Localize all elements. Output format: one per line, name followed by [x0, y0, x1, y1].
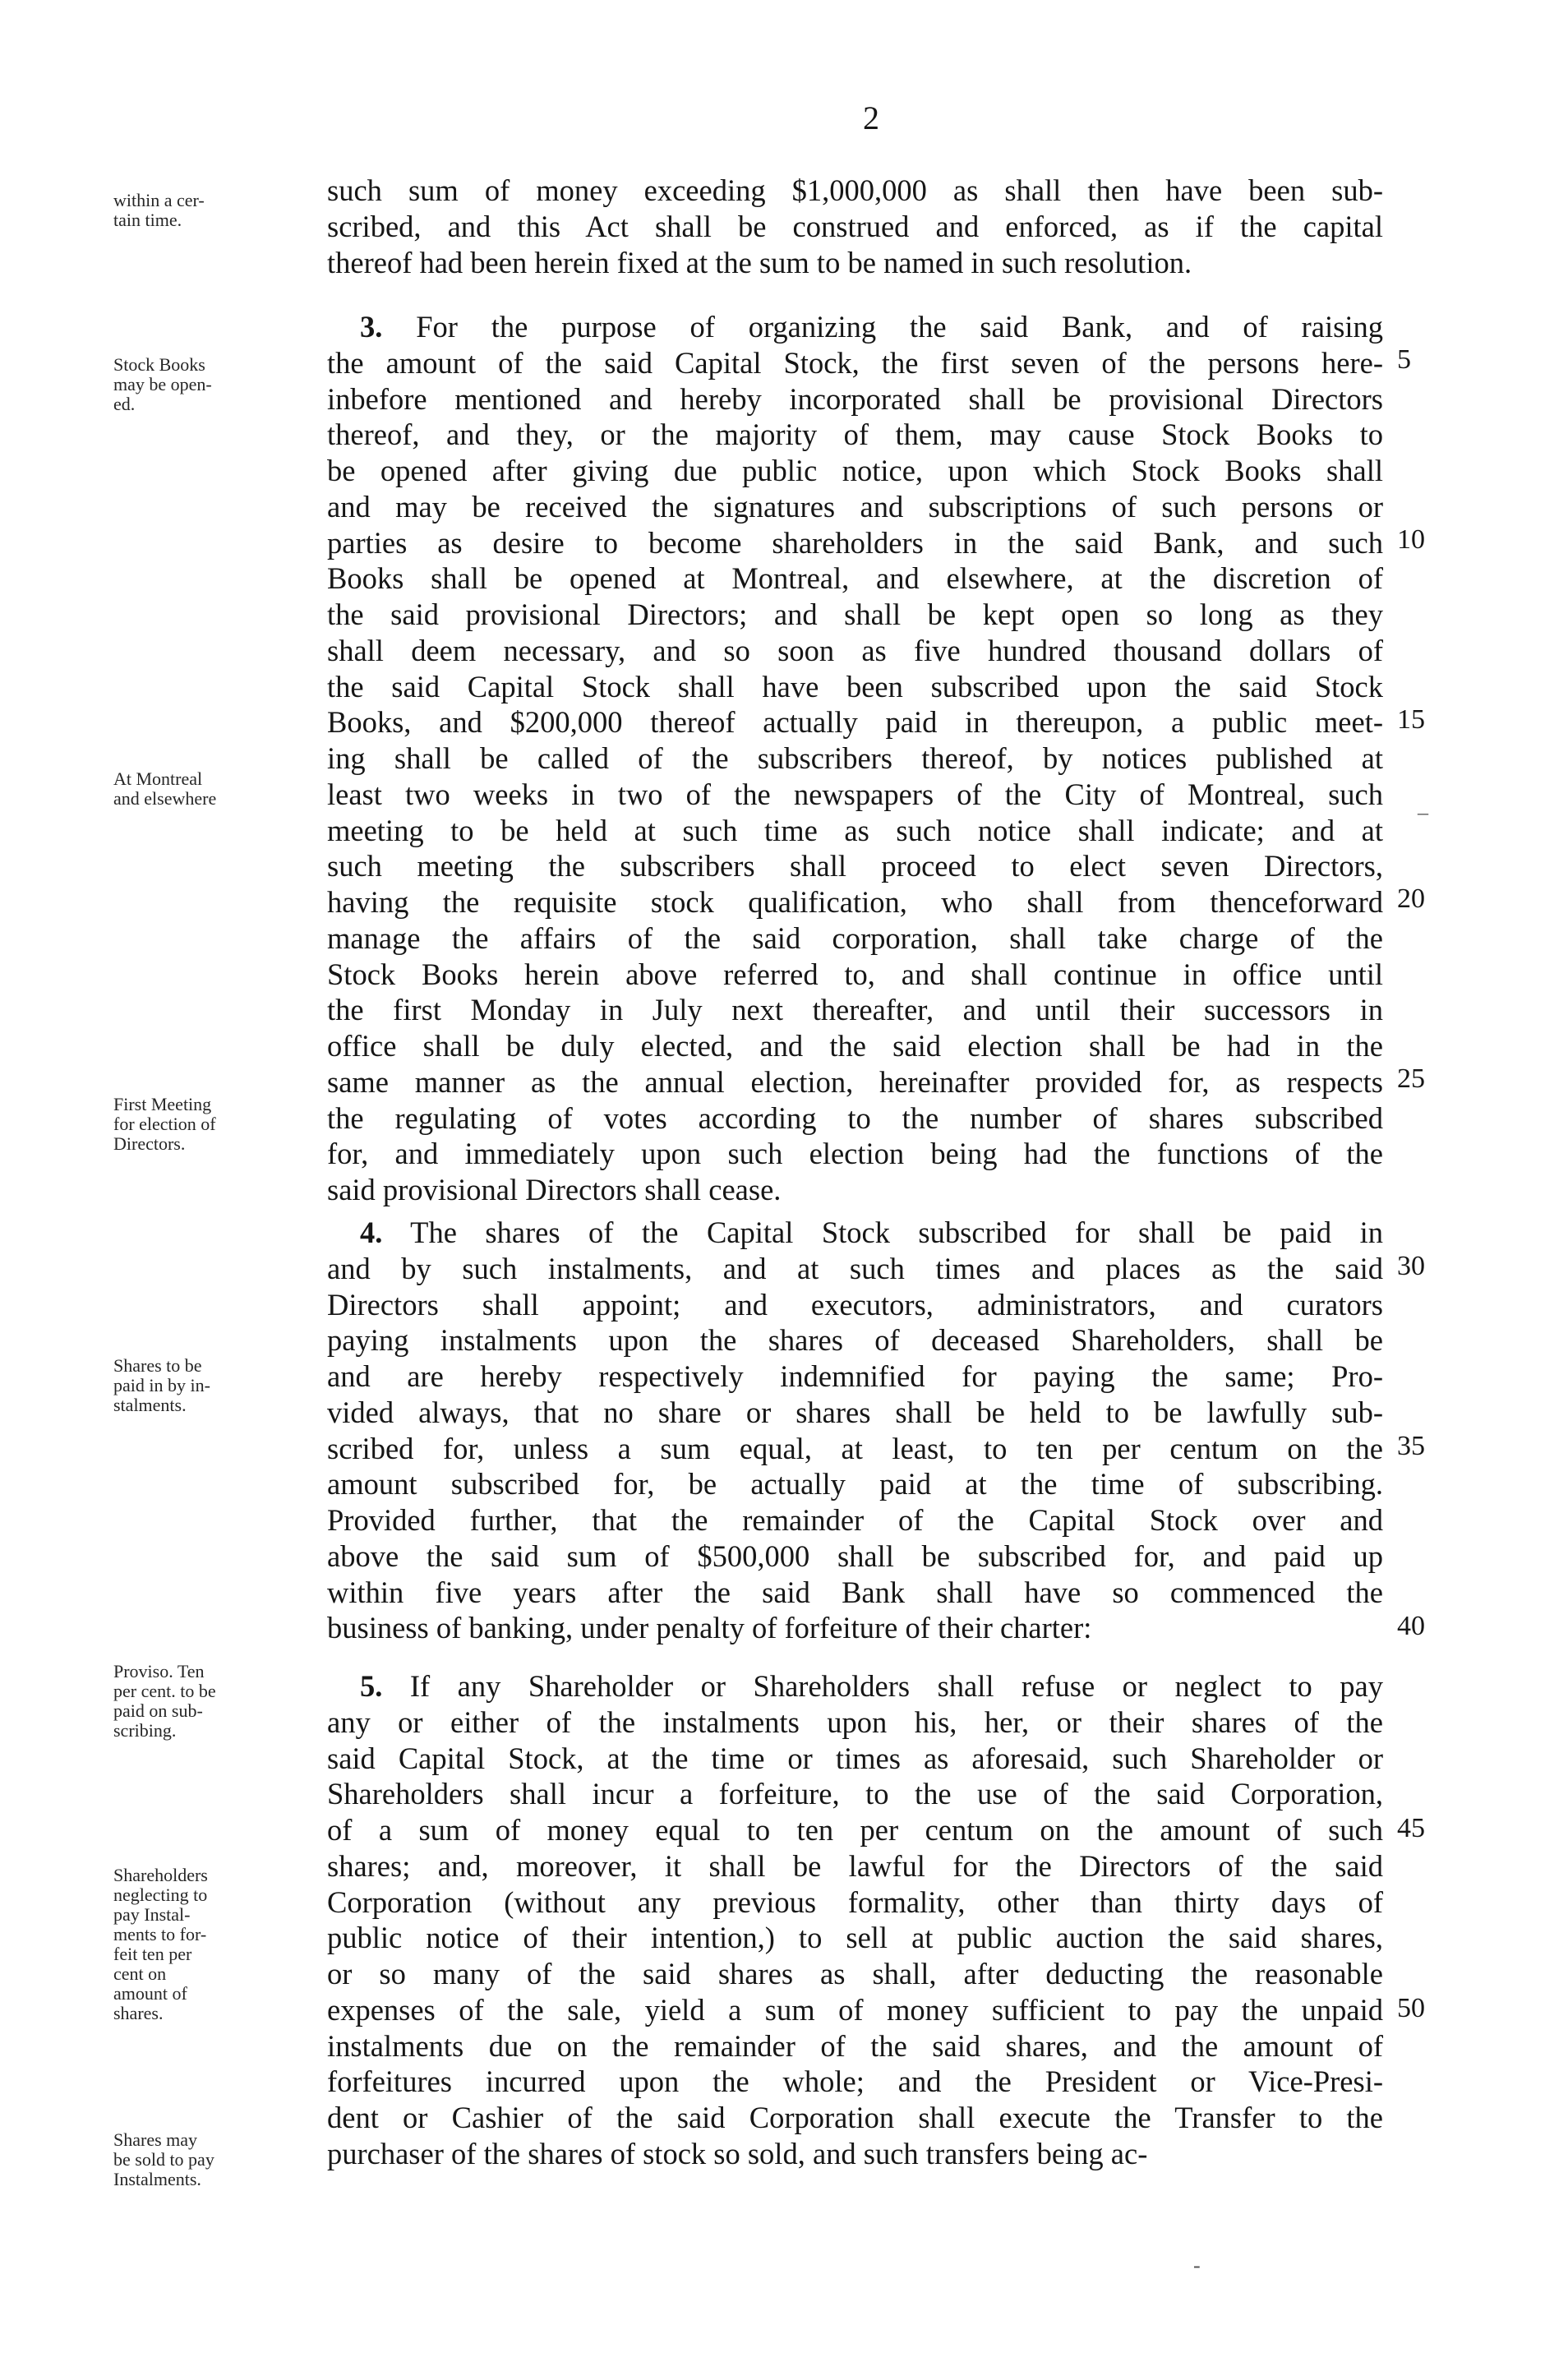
section-number: 3.: [360, 310, 383, 344]
paragraph-continuation: [327, 173, 1383, 280]
text-line: [327, 1920, 1383, 1956]
line-number: 50: [1397, 1993, 1425, 2023]
margin-note-line: tain time.: [113, 210, 182, 230]
text-line-content: said Capital Stock, at the time or times as aforesaid, such Shareholder or: [327, 1741, 1383, 1775]
margin-note-line: pay Instal-: [113, 1904, 191, 1925]
text-line: [327, 1251, 1383, 1287]
section-number: 5.: [360, 1669, 383, 1703]
text-line-content: paying instalments upon the shares of deceased Shareholders, shall be: [327, 1323, 1383, 1358]
margin-note-line: shares.: [113, 2003, 164, 2023]
text-line-content: the said Capital Stock shall have been subscribed upon the said Stock: [327, 669, 1383, 703]
text-line: [327, 1668, 1383, 1704]
text-line: [327, 957, 1383, 993]
stray-mark: _: [1418, 793, 1428, 817]
text-line-content: least two weeks in two of the newspapers of the City of Montreal, such: [327, 777, 1383, 811]
text-line: [327, 1287, 1383, 1323]
text-line-content: such meeting the subscribers shall proceed to elect seven Directors,: [327, 849, 1383, 883]
text-line-content: public notice of their intention,) to sell at public auction the said shares,: [327, 1921, 1383, 1955]
text-line: [327, 2028, 1383, 2064]
margin-note-line: may be open-: [113, 374, 212, 394]
line-number: 40: [1397, 1611, 1425, 1641]
text-line: [327, 417, 1383, 453]
text-line: [327, 1172, 1383, 1208]
margin-note-line: feit ten per: [113, 1944, 192, 1964]
text-line: [327, 1322, 1383, 1358]
text-line-content: forfeitures incurred upon the whole; and the President or Vice-Presi-: [327, 2064, 1383, 2099]
text-line: [327, 1100, 1383, 1137]
text-line-content: business of banking, under penalty of forfeiture of their charter:: [327, 1611, 1092, 1645]
margin-note-line: be sold to pay: [113, 2149, 214, 2170]
margin-note-line: Shares to be: [113, 1355, 202, 1376]
margin-note-line: At Montreal: [113, 768, 203, 789]
text-line-content: Corporation (without any previous formality, other than thirty days of: [327, 1884, 1383, 1919]
text-line: [327, 345, 1383, 381]
margin-note-shareholders-neglecting: [113, 1866, 319, 2023]
text-line: [327, 704, 1383, 740]
text-line: [327, 1064, 1383, 1100]
text-line: [327, 1028, 1383, 1064]
text-line: [327, 669, 1383, 705]
text-line-content: the said provisional Directors; and shall be kept open so long as they: [327, 597, 1383, 631]
text-line-content: inbefore mentioned and hereby incorporated shall be provisional Directors: [327, 381, 1383, 416]
text-line-content: parties as desire to become shareholders in the said Bank, and such: [327, 525, 1383, 560]
text-line-content: Books, and $200,000 thereof actually paid in thereupon, a public meet-: [327, 705, 1383, 740]
section-5-paragraph: [327, 1668, 1383, 2172]
text-line-content: such sum of money exceeding $1,000,000 as shall then have been sub-: [327, 173, 1383, 207]
margin-note-proviso: [113, 1662, 319, 1741]
text-line: [327, 173, 1383, 209]
text-line: [327, 1812, 1383, 1848]
text-line: [327, 1215, 1383, 1251]
text-line-content: Shareholders shall incur a forfeiture, to the use of the said Corporation,: [327, 1777, 1383, 1811]
margin-note-montreal: [113, 769, 319, 809]
text-line: [327, 1395, 1383, 1431]
margin-note-line: within a cer-: [113, 190, 205, 210]
text-line: [327, 1431, 1383, 1467]
text-line-content: thereof, and they, or the majority of them, may cause Stock Books to: [327, 417, 1383, 452]
text-line: [327, 1992, 1383, 2028]
line-number: 25: [1397, 1063, 1425, 1094]
text-line-content: the regulating of votes according to the number of shares subscribed: [327, 1100, 1383, 1135]
text-line-content: of a sum of money equal to ten per centum on the amount of such: [327, 1813, 1383, 1847]
text-line: [327, 560, 1383, 597]
text-line-content: and are hereby respectively indemnified for paying the same; Pro-: [327, 1359, 1383, 1393]
text-line: [327, 489, 1383, 525]
text-line: [327, 1538, 1383, 1575]
margin-note-shares-sold: [113, 2130, 319, 2189]
text-line: [327, 1502, 1383, 1538]
text-line: [327, 920, 1383, 957]
text-line-content: scribed for, unless a sum equal, at least, to ten per centum on the: [327, 1431, 1383, 1465]
line-number: 15: [1397, 704, 1425, 735]
text-line: [327, 1610, 1383, 1646]
text-line-content: meeting to be held at such time as such notice shall indicate; and at: [327, 813, 1383, 847]
text-line: [327, 2064, 1383, 2100]
text-line: [327, 525, 1383, 561]
text-line-content: The shares of the Capital Stock subscribed for shall be paid in: [410, 1215, 1383, 1249]
text-line-content: Stock Books herein above referred to, and shall continue in office until: [327, 957, 1383, 991]
text-line: [327, 992, 1383, 1028]
text-line: [327, 777, 1383, 813]
text-line-content: same manner as the annual election, hereinafter provided for, as respects: [327, 1064, 1383, 1099]
text-line-content: instalments due on the remainder of the said shares, and the amount of: [327, 2028, 1383, 2063]
text-line-content: said provisional Directors shall cease.: [327, 1173, 782, 1206]
text-line: [327, 1956, 1383, 1992]
margin-note-line: Instalments.: [113, 2169, 201, 2189]
line-number: 45: [1397, 1813, 1425, 1843]
margin-note-within-time: [113, 191, 319, 230]
margin-note-line: ed.: [113, 394, 136, 414]
text-line-content: shares; and, moreover, it shall be lawful for the Directors of the said: [327, 1848, 1383, 1883]
text-line-content: and by such instalments, and at such times and places as the said: [327, 1251, 1383, 1285]
margin-note-line: First Meeting: [113, 1094, 212, 1114]
text-line: [327, 2100, 1383, 2136]
text-line: [327, 1575, 1383, 1611]
text-line-content: shall deem necessary, and so soon as five hundred thousand dollars of: [327, 633, 1383, 667]
text-line-content: and may be received the signatures and subscriptions of such persons or: [327, 489, 1383, 524]
margin-note-line: cent on: [113, 1963, 167, 1984]
margin-note-line: scribing.: [113, 1720, 177, 1741]
text-line: [327, 245, 1383, 281]
margin-note-line: and elsewhere: [113, 788, 217, 809]
margin-note-line: amount of: [113, 1983, 187, 2004]
text-line: [327, 1358, 1383, 1395]
margin-note-line: per cent. to be: [113, 1681, 216, 1701]
text-line: [327, 309, 1383, 345]
margin-note-line: Stock Books: [113, 354, 205, 375]
margin-note-line: ments to for-: [113, 1924, 207, 1944]
text-line-content: having the requisite stock qualification, who shall from thenceforward: [327, 885, 1383, 919]
margin-note-line: paid in by in-: [113, 1375, 210, 1395]
text-line: [327, 1466, 1383, 1502]
text-line-content: for, and immediately upon such election being had the functions of the: [327, 1137, 1383, 1171]
text-line: [327, 1776, 1383, 1812]
section-4-paragraph: [327, 1215, 1383, 1646]
margin-note-first-meeting: [113, 1095, 319, 1154]
text-line-content: ing shall be called of the subscribers thereof, by notices published at: [327, 741, 1383, 775]
text-line-content: any or either of the instalments upon his, her, or their shares of the: [327, 1704, 1383, 1739]
section-number: 4.: [360, 1215, 383, 1249]
text-line-content: Books shall be opened at Montreal, and elsewhere, at the discretion of: [327, 561, 1383, 596]
text-line-content: office shall be duly elected, and the said election shall be had in the: [327, 1029, 1383, 1063]
margin-note-line: Shares may: [113, 2129, 198, 2150]
text-line-content: If any Shareholder or Shareholders shall refuse or neglect to pay: [409, 1669, 1383, 1703]
margin-note-shares-instalments: [113, 1356, 319, 1415]
text-line: [327, 848, 1383, 884]
text-line: [327, 453, 1383, 489]
text-line-content: manage the affairs of the said corporation, shall take charge of the: [327, 920, 1383, 955]
page-number: 2: [863, 99, 879, 136]
text-line-content: vided always, that no share or shares shall be held to be lawfully sub-: [327, 1395, 1383, 1429]
line-number: 20: [1397, 883, 1425, 914]
text-line-content: thereof had been herein fixed at the sum to be named in such resolution.: [327, 245, 1192, 279]
margin-note-line: Proviso. Ten: [113, 1661, 205, 1681]
text-line: [327, 1848, 1383, 1884]
line-number: 10: [1397, 524, 1425, 555]
margin-note-line: neglecting to: [113, 1884, 208, 1905]
text-line: [327, 1136, 1383, 1172]
text-line-content: above the said sum of $500,000 shall be subscribed for, and paid up: [327, 1538, 1383, 1573]
text-line: [327, 884, 1383, 920]
margin-note-line: paid on sub-: [113, 1700, 203, 1721]
text-line-content: Provided further, that the remainder of the Capital Stock over and: [327, 1503, 1383, 1537]
text-line: [327, 813, 1383, 849]
text-line-content: within five years after the said Bank shall have so commenced the: [327, 1575, 1383, 1609]
text-line: [327, 1884, 1383, 1921]
section-3-paragraph: [327, 309, 1383, 1208]
margin-note-line: Shareholders: [113, 1865, 208, 1885]
line-number: 5: [1397, 344, 1411, 375]
text-line-content: amount subscribed for, be actually paid at the time of subscribing.: [327, 1467, 1383, 1501]
text-line: [327, 633, 1383, 669]
margin-note-line: for election of: [113, 1114, 216, 1134]
margin-note-stock-books: [113, 355, 319, 414]
text-line: [327, 381, 1383, 417]
text-line: [327, 740, 1383, 777]
text-line: [327, 2136, 1383, 2172]
text-line: [327, 597, 1383, 633]
text-line-content: scribed, and this Act shall be construed and enforced, as if the capital: [327, 209, 1383, 243]
text-line-content: the first Monday in July next thereafter, and until their successors in: [327, 993, 1383, 1027]
text-line-content: purchaser of the shares of stock so sold, and such transfers being ac-: [327, 2136, 1148, 2170]
text-line-content: Directors shall appoint; and executors, administrators, and curators: [327, 1287, 1383, 1322]
text-line-content: or so many of the said shares as shall, after deducting the reasonable: [327, 1957, 1383, 1990]
text-line-content: the amount of the said Capital Stock, the first seven of the persons here-: [327, 345, 1383, 380]
stray-mark: -: [1193, 2253, 1201, 2277]
margin-note-line: stalments.: [113, 1395, 187, 1415]
line-number: 30: [1397, 1251, 1425, 1281]
line-number: 35: [1397, 1431, 1425, 1461]
text-line-content: For the purpose of organizing the said Bank, and of raising: [416, 310, 1383, 344]
text-line: [327, 209, 1383, 245]
text-line: [327, 1741, 1383, 1777]
text-line: [327, 1704, 1383, 1741]
text-line-content: dent or Cashier of the said Corporation shall execute the Transfer to the: [327, 2101, 1383, 2134]
text-line-content: expenses of the sale, yield a sum of money sufficient to pay the unpaid: [327, 1992, 1383, 2027]
text-line-content: be opened after giving due public notice, upon which Stock Books shall: [327, 454, 1383, 487]
margin-note-line: Directors.: [113, 1133, 186, 1154]
